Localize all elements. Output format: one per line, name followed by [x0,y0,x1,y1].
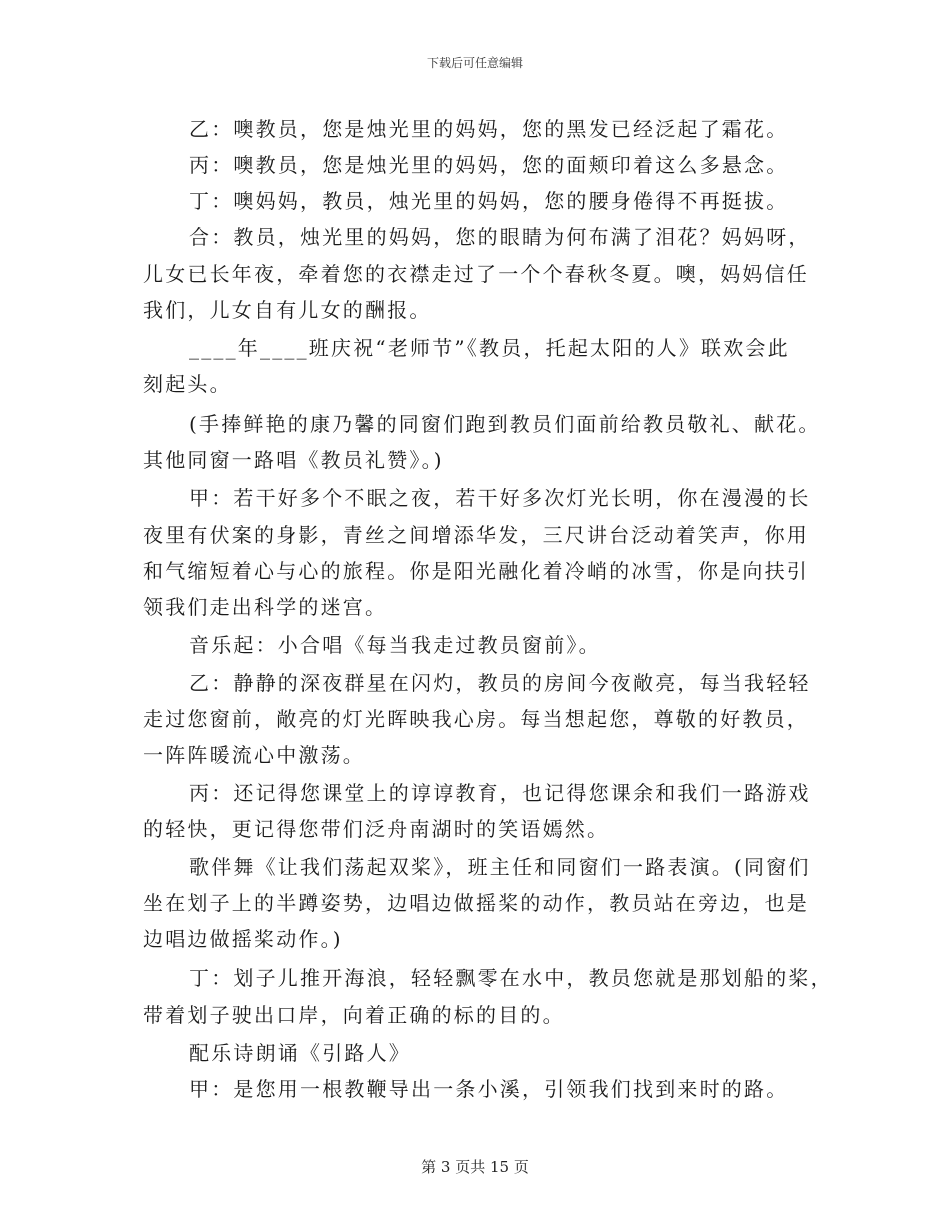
text-line: 甲：若干好多个不眠之夜，若干好多次灯光长明，你在漫漫的长 [189,486,811,510]
text-line: 音乐起：小合唱《每当我走过教员窗前》。 [189,633,601,657]
text-line: 丁：划子儿推开海浪，轻轻飘零在水中，教员您就是那划船的桨， [189,966,833,990]
text-line: 儿女已长年夜，牵着您的衣襟走过了一个个春秋冬夏。噢，妈妈信任 [143,262,809,286]
text-line: 配乐诗朗诵《引路人》 [189,1041,411,1065]
text-line: 边唱边做摇桨动作。) [143,927,343,951]
text-line: 夜里有伏案的身影，青丝之间增添华发，三尺讲台泛动着笑声，你用 [143,523,809,547]
text-line: ____年____班庆祝“老师节”《教员，托起太阳的人》联欢会此 [189,336,790,360]
text-line: 丁：噢妈妈，教员，烛光里的妈妈，您的腰身倦得不再挺拔。 [189,189,789,213]
text-line: 坐在划子上的半蹲姿势，边唱边做摇桨的动作，教员站在旁边，也是 [143,891,809,915]
text-line: 带着划子驶出口岸，向着正确的标的目的。 [143,1003,565,1027]
text-line: 我们，儿女自有儿女的酬报。 [143,298,432,322]
text-line: 乙：噢教员，您是烛光里的妈妈，您的黑发已经泛起了霜花。 [189,117,789,141]
text-line: 其他同窗一路唱《教员礼赞》。) [143,448,444,472]
text-line: 合：教员，烛光里的妈妈，您的眼睛为何布满了泪花？妈妈呀， [189,225,811,249]
text-line: 丙：还记得您课堂上的谆谆教育，也记得您课余和我们一路游戏 [189,781,811,805]
text-line: 一阵阵暖流心中激荡。 [143,743,365,767]
text-line: 歌伴舞《让我们荡起双桨》，班主任和同窗们一路表演。(同窗们 [189,855,811,879]
page-header: 下载后可任意编辑 [426,56,523,70]
text-line: 的轻快，更记得您带们泛舟南湖时的笑语嫣然。 [143,817,610,841]
text-line: 刻起头。 [143,372,232,396]
text-line: 丙：噢教员，您是烛光里的妈妈，您的面颊印着这么多悬念。 [189,153,789,177]
text-line: 领我们走出科学的迷宫。 [143,595,388,619]
text-line: 乙：静静的深夜群星在闪灼，教员的房间今夜敞亮，每当我轻轻 [189,671,811,695]
text-line: 甲：是您用一根教鞭导出一条小溪，引领我们找到来时的路。 [189,1077,789,1101]
text-line: 和气缩短着心与心的旅程。你是阳光融化着冷峭的冰雪，你是向扶引 [143,559,809,583]
text-line: 走过您窗前，敞亮的灯光晖映我心房。每当想起您，尊敬的好教员， [143,707,809,731]
page-footer: 第 3 页共 15 页 [421,1158,529,1176]
text-line: (手捧鲜艳的康乃馨的同窗们跑到教员们面前给教员敬礼、献花。 [189,412,821,436]
